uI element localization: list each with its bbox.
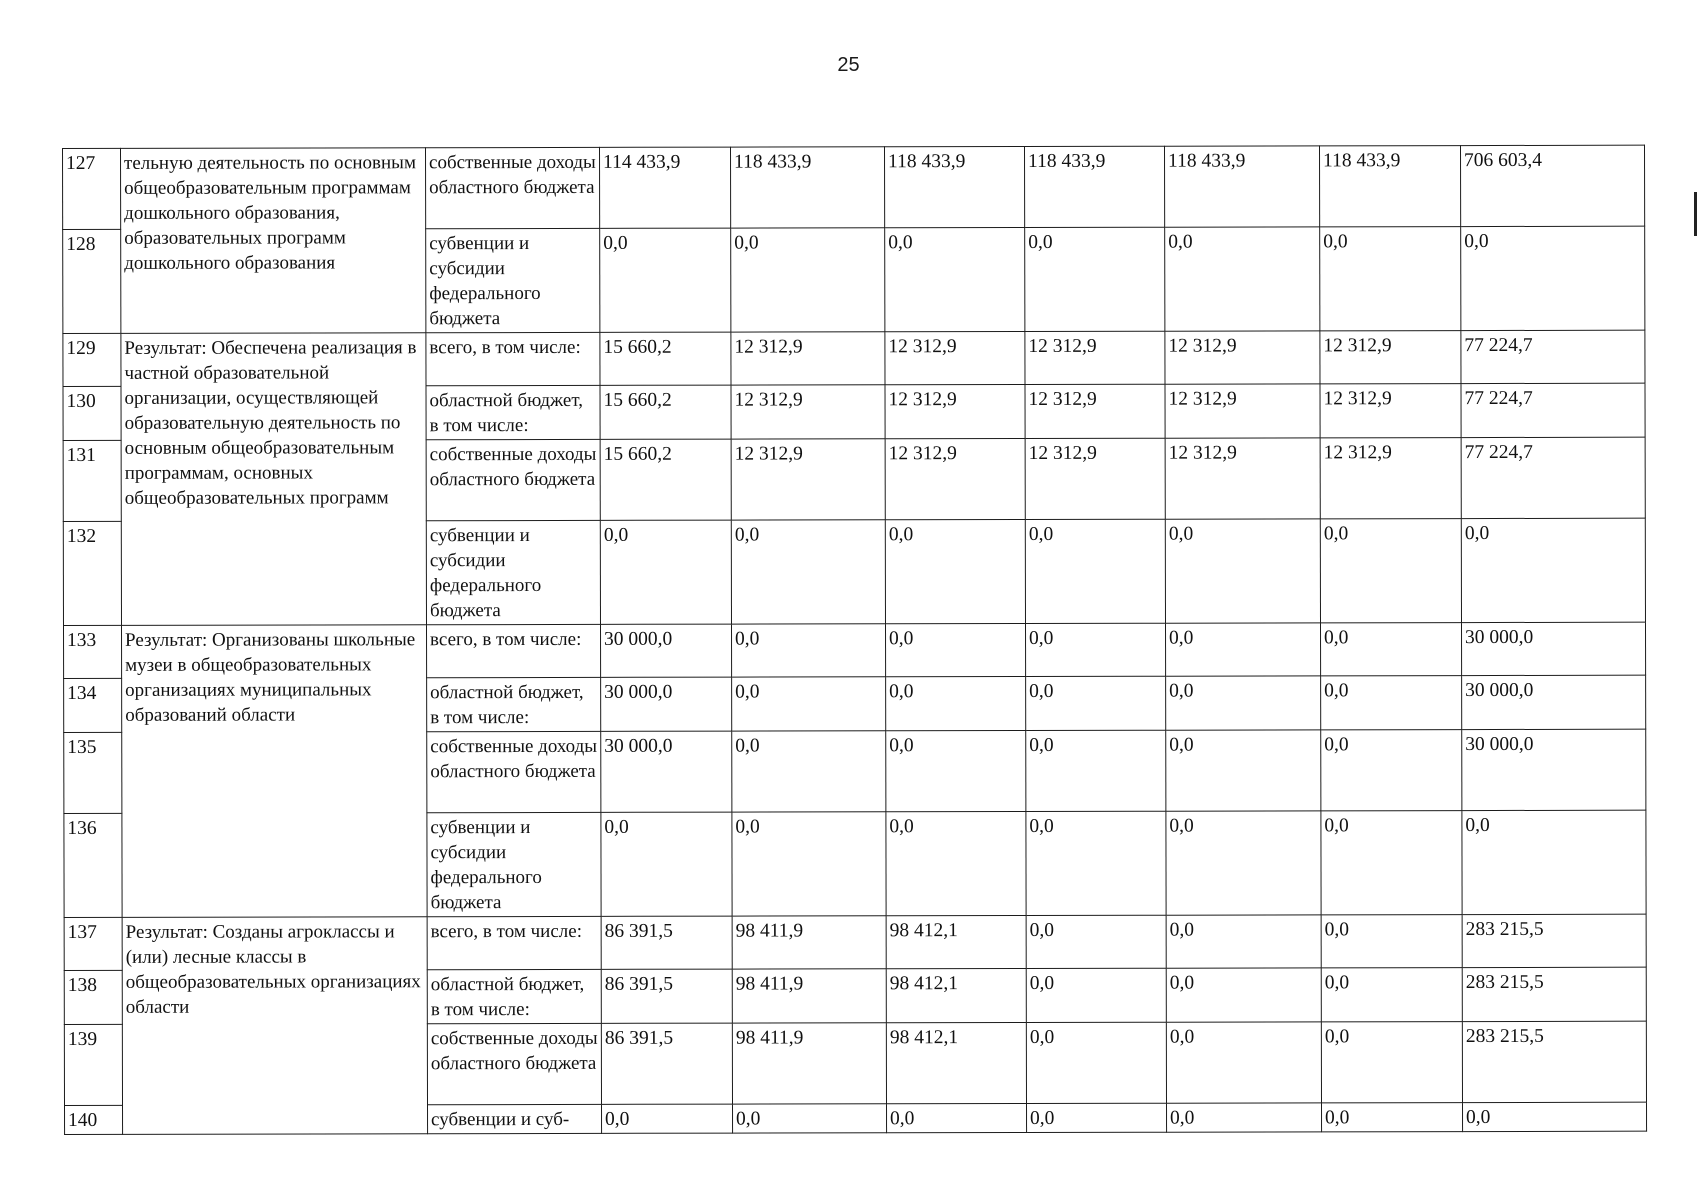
year-value: 0,0 (1320, 519, 1461, 623)
year-value: 0,0 (1321, 811, 1462, 915)
funding-source: субвенции и субсидии федерального бюджета (427, 812, 601, 916)
year-value: 0,0 (600, 228, 731, 332)
year-value: 0,0 (1165, 227, 1320, 331)
year-value: 0,0 (1321, 676, 1462, 730)
year-value: 0,0 (886, 811, 1026, 915)
row-number: 131 (63, 440, 121, 521)
table-row (63, 145, 1645, 229)
year-value: 15 660,2 (600, 332, 731, 385)
year-value: 0,0 (1166, 1022, 1321, 1103)
year-value: 30 000,0 (601, 731, 732, 812)
total-value: 77 224,7 (1461, 383, 1645, 437)
year-value: 0,0 (885, 519, 1025, 623)
year-value: 0,0 (1321, 1022, 1462, 1103)
total-value: 283 215,5 (1462, 1021, 1646, 1102)
year-value: 0,0 (885, 227, 1025, 331)
total-value: 30 000,0 (1462, 729, 1646, 810)
year-value: 86 391,5 (601, 916, 732, 969)
total-value: 77 224,7 (1461, 330, 1645, 383)
year-value: 0,0 (1166, 730, 1321, 811)
row-number: 139 (64, 1024, 122, 1105)
funding-source: всего, в том числе: (426, 624, 600, 677)
year-value: 98 411,9 (732, 1023, 886, 1104)
year-value: 0,0 (1025, 519, 1165, 623)
total-value: 77 224,7 (1461, 437, 1645, 518)
year-value: 0,0 (1167, 1103, 1322, 1132)
year-value: 12 312,9 (1320, 331, 1461, 384)
year-value: 0,0 (1166, 968, 1321, 1022)
total-value: 0,0 (1461, 518, 1645, 622)
table-body (63, 145, 1647, 1134)
year-value: 0,0 (733, 1104, 887, 1133)
year-value: 114 433,9 (599, 147, 730, 228)
year-value: 12 312,9 (1025, 438, 1165, 519)
row-number: 134 (64, 678, 122, 732)
year-value: 12 312,9 (731, 439, 885, 520)
result-description: тельную деятельность по основным общеобразовательным программам дошкольного образования, образовательных программ дошкольного образования (121, 148, 426, 334)
year-value: 0,0 (1166, 915, 1321, 968)
row-number: 137 (64, 917, 122, 970)
year-value: 0,0 (1321, 968, 1462, 1022)
year-value: 0,0 (602, 1104, 733, 1133)
year-value: 98 411,9 (732, 969, 886, 1023)
funding-source: областной бюджет, в том числе: (427, 677, 601, 731)
year-value: 0,0 (1165, 519, 1320, 623)
total-value: 30 000,0 (1461, 622, 1645, 675)
total-value: 283 215,5 (1462, 967, 1646, 1021)
year-value: 118 433,9 (1319, 146, 1460, 227)
year-value: 0,0 (886, 676, 1026, 730)
table-row (64, 622, 1646, 678)
row-number: 129 (63, 333, 121, 386)
result-description: Результат: Созданы агроклассы и (или) лесные классы в общеобразовательных организациях области (122, 917, 427, 1135)
year-value: 0,0 (1026, 968, 1166, 1022)
table-row (63, 330, 1645, 386)
year-value: 86 391,5 (601, 1023, 732, 1104)
year-value: 0,0 (1321, 915, 1462, 968)
funding-source: всего, в том числе: (427, 916, 601, 969)
year-value: 0,0 (731, 228, 885, 332)
year-value: 12 312,9 (885, 438, 1025, 519)
year-value: 12 312,9 (1025, 331, 1165, 384)
year-value: 0,0 (732, 731, 886, 812)
result-description: Результат: Обеспечена реализация в частной образовательной организации, осуществляющей образовательную деятельность по основным общеобразовательным программам, основных общеобразовательных программ (121, 333, 427, 626)
year-value: 0,0 (1165, 623, 1320, 676)
budget-table (62, 145, 1647, 1135)
funding-source: всего, в том числе: (426, 332, 600, 385)
year-value: 30 000,0 (600, 624, 731, 677)
total-value: 706 603,4 (1460, 145, 1644, 226)
year-value: 98 411,9 (732, 916, 886, 969)
year-value: 0,0 (1320, 623, 1461, 676)
funding-source: областной бюджет, в том числе: (426, 385, 600, 439)
row-number: 130 (63, 386, 121, 440)
table-row (64, 914, 1646, 970)
funding-source: собственные доходы областного бюджета (427, 731, 601, 812)
year-value: 0,0 (732, 677, 886, 731)
year-value: 12 312,9 (731, 332, 885, 385)
total-value: 0,0 (1462, 810, 1646, 914)
year-value: 0,0 (1320, 227, 1461, 331)
row-number: 140 (65, 1105, 123, 1134)
row-number: 138 (64, 970, 122, 1024)
year-value: 0,0 (731, 624, 885, 677)
result-description: Результат: Организованы школьные музеи в общеобразовательных организациях муниципальных образований области (121, 625, 427, 918)
year-value: 0,0 (1166, 676, 1321, 730)
year-value: 0,0 (885, 623, 1025, 676)
year-value: 12 312,9 (1320, 438, 1461, 519)
year-value: 0,0 (732, 812, 886, 916)
year-value: 12 312,9 (1025, 384, 1165, 438)
year-value: 0,0 (1322, 1103, 1463, 1132)
funding-source: областной бюджет, в том числе: (427, 969, 601, 1023)
row-number: 133 (64, 625, 122, 678)
funding-source: собственные доходы областного бюджета (426, 147, 600, 228)
year-value: 0,0 (1026, 811, 1166, 915)
funding-source: субвенции и субсидии федерального бюджета (426, 520, 600, 624)
total-value: 30 000,0 (1462, 675, 1646, 729)
year-value: 0,0 (887, 1103, 1027, 1132)
year-value: 118 433,9 (884, 146, 1024, 227)
total-value: 0,0 (1461, 226, 1645, 330)
year-value: 12 312,9 (1165, 384, 1320, 438)
year-value: 118 433,9 (1164, 146, 1319, 227)
year-value: 12 312,9 (731, 385, 885, 439)
funding-source: субвенции и субсидии федерального бюджета (426, 228, 600, 332)
year-value: 0,0 (1025, 227, 1165, 331)
year-value: 12 312,9 (1165, 438, 1320, 519)
row-number: 127 (63, 148, 121, 229)
year-value: 0,0 (1027, 1103, 1167, 1132)
year-value: 30 000,0 (601, 677, 732, 731)
year-value: 0,0 (1166, 811, 1321, 915)
year-value: 0,0 (1026, 915, 1166, 968)
row-number: 136 (64, 813, 122, 917)
year-value: 12 312,9 (885, 331, 1025, 384)
year-value: 0,0 (1026, 1022, 1166, 1103)
year-value: 0,0 (1026, 730, 1166, 811)
year-value: 12 312,9 (1165, 331, 1320, 384)
year-value: 0,0 (601, 812, 732, 916)
funding-source: субвенции и суб- (428, 1104, 602, 1133)
year-value: 0,0 (1025, 623, 1165, 676)
row-number: 128 (63, 229, 121, 333)
year-value: 98 412,1 (886, 915, 1026, 968)
year-value: 12 312,9 (1320, 384, 1461, 438)
funding-source: собственные доходы областного бюджета (427, 1023, 601, 1104)
year-value: 98 412,1 (886, 968, 1026, 1022)
year-value: 0,0 (886, 730, 1026, 811)
total-value: 283 215,5 (1462, 914, 1646, 967)
year-value: 118 433,9 (730, 147, 884, 228)
year-value: 98 412,1 (886, 1022, 1026, 1103)
total-value: 0,0 (1463, 1102, 1647, 1131)
year-value: 0,0 (731, 520, 885, 624)
year-value: 0,0 (600, 520, 731, 624)
year-value: 86 391,5 (601, 969, 732, 1023)
year-value: 15 660,2 (600, 439, 731, 520)
year-value: 118 433,9 (1024, 146, 1164, 227)
year-value: 15 660,2 (600, 385, 731, 439)
year-value: 0,0 (1026, 676, 1166, 730)
row-number: 132 (63, 521, 121, 625)
year-value: 0,0 (1321, 730, 1462, 811)
page-number: 25 (837, 54, 860, 76)
funding-source: собственные доходы областного бюджета (426, 439, 600, 520)
row-number: 135 (64, 732, 122, 813)
year-value: 12 312,9 (885, 384, 1025, 438)
